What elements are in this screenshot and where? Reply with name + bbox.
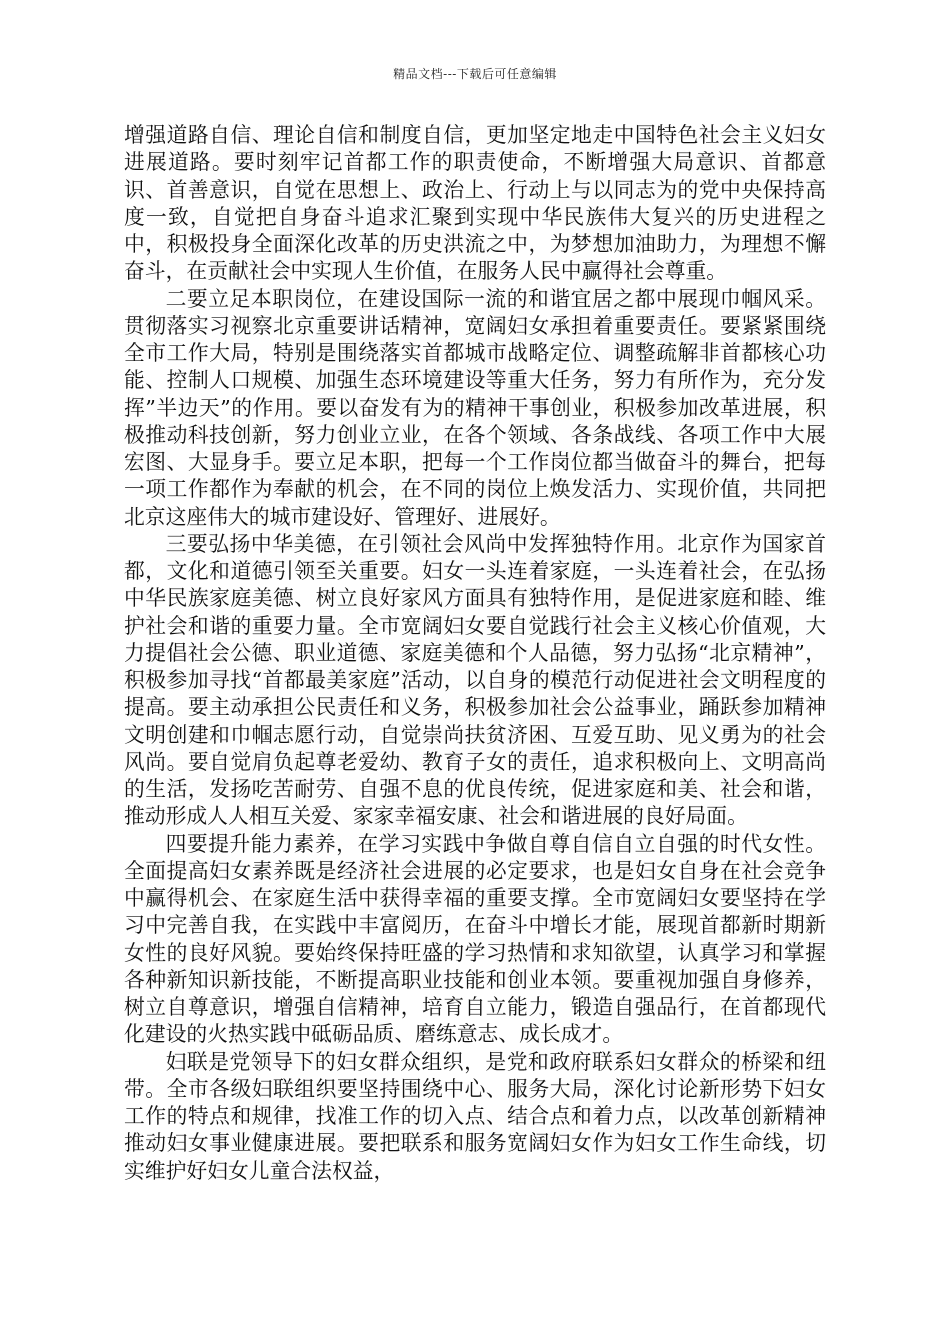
paragraph-two-job-position: 二要立足本职岗位，在建设国际一流的和谐宜居之都中展现巾帼风采。贯彻落实习视察北京重要讲话精神，宽阔妇女承担着重要责任。要紧紧围绕全市工作大局，特别是围绕落实首都城市战略定位、调整疏解非首都核心功能、控制人口规模、加强生态环境建设等重大任务，努力有所作为，充分发挥”半边天”的作用。要以奋发有为的精神干事创业，积极参加改革进展，积极推动科技创新，努力创业立业，在各个领域、各条战线、各项工作中大展宏图、大显身手。要立足本职，把每一个工作岗位都当做奋斗的舞台，把每一项工作都作为奉献的机会，在不同的岗位上焕发活力、实现价值，共同把北京这座伟大的城市建设好、管理好、进展好。 [124, 286, 826, 529]
paragraph-womens-federation: 妇联是党领导下的妇女群众组织，是党和政府联系妇女群众的桥梁和纽带。全市各级妇联组织要坚持围绕中心、服务大局，深化讨论新形势下妇女工作的特点和规律，找准工作的切入点、结合点和着力点，以改革创新精神推动妇女事业健康进展。要把联系和服务宽阔妇女作为妇女工作生命线，切实维护好妇女儿童合法权益， [124, 1049, 826, 1183]
paragraph-three-virtue: 三要弘扬中华美德，在引领社会风尚中发挥独特作用。北京作为国家首都，文化和道德引领至关重要。妇女一头连着家庭，一头连着社会，在弘扬中华民族家庭美德、树立良好家风方面具有独特作用，是促进家庭和睦、维护社会和谐的重要力量。全市宽阔妇女要自觉践行社会主义核心价值观，大力提倡社会公德、职业道德、家庭美德和个人品德，努力弘扬“北京精神”，积极参加寻找“首都最美家庭”活动，以自身的模范行动促进社会文明程度的提高。要主动承担公民责任和义务，积极参加社会公益事业，踊跃参加精神文明创建和巾帼志愿行动，自觉崇尚扶贫济困、互爱互助、见义勇为的社会风尚。要自觉肩负起尊老爱幼、教育子女的责任，追求积极向上、文明高尚的生活，发扬吃苦耐劳、自强不息的优良传统，促进家庭和美、社会和谐，推动形成人人相互关爱、家家幸福安康、社会和谐进展的良好局面。 [124, 531, 826, 829]
paragraph-continuation: 增强道路自信、理论自信和制度自信，更加坚定地走中国特色社会主义妇女进展道路。要时刻牢记首都工作的职责使命，不断增强大局意识、首都意识、首善意识，自觉在思想上、政治上、行动上与以同志为的党中央保持高度一致，自觉把自身奋斗追求汇聚到实现中华民族伟大复兴的历史进程之中，积极投身全面深化改革的历史洪流之中，为梦想加油助力，为理想不懈奋斗，在贡献社会中实现人生价值，在服务人民中赢得社会尊重。 [124, 123, 826, 284]
document-body [124, 122, 826, 1185]
page-header: 精品文档---下载后可任意编辑 [393, 67, 557, 81]
paragraph-four-ability: 四要提升能力素养，在学习实践中争做自尊自信自立自强的时代女性。全面提高妇女素养既是经济社会进展的必定要求，也是妇女自身在社会竞争中赢得机会、在家庭生活中获得幸福的重要支撑。全市宽阔妇女要坚持在学习中完善自我，在实践中丰富阅历，在奋斗中增长才能，展现首都新时期新女性的良好风貌。要始终保持旺盛的学习热情和求知欲望，认真学习和掌握各种新知识新技能，不断提高职业技能和创业本领。要重视加强自身修养，树立自尊意识，增强自信精神，培育自立能力，锻造自强品行，在首都现代化建设的火热实践中砥砺品质、磨练意志、成长成才。 [124, 831, 826, 1047]
